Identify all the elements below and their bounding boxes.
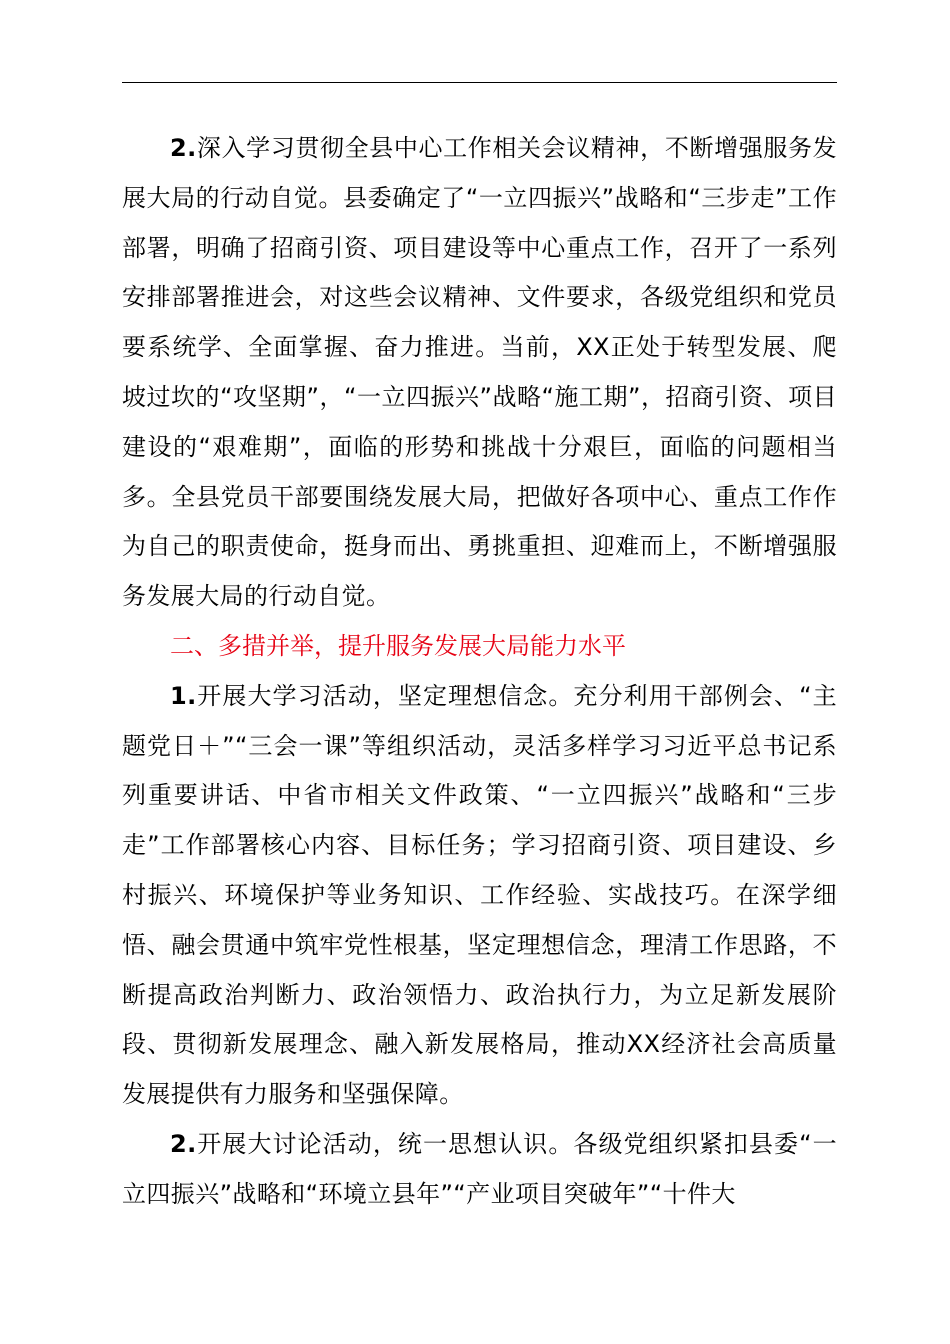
paragraph-item-2-study-meetings xyxy=(122,124,837,622)
paragraph-text: 开展大讨论活动，统一思想认识。各级党组织紧扣县委“一立四振兴”战略和“环境立县年”“产业项目突破年”“十件大 xyxy=(122,1129,837,1208)
item-number: 2. xyxy=(170,134,197,162)
document-body xyxy=(122,124,837,1220)
paragraph-text: 深入学习贯彻全县中心工作相关会议精神，不断增强服务发展大局的行动自觉。县委确定了“一立四振兴”战略和“三步走”工作部署，明确了招商引资、项目建设等中心重点工作，召开了一系列安排部署推进会，对这些会议精神、文件要求，各级党组织和党员要系统学、全面掌握、奋力推进。当前，XX正处于转型发展、爬坡过坎的“攻坚期”，“一立四振兴”战略“施工期”，招商引资、项目建设的“艰难期”，面临的形势和挑战十分艰巨，面临的问题相当多。全县党员干部要围绕发展大局，把做好各项中心、重点工作作为自己的职责使命，挺身而出、勇挑重担、迎难而上，不断增强服务发展大局的行动自觉。 xyxy=(122,134,837,611)
paragraph-text: 开展大学习活动，坚定理想信念。充分利用干部例会、“主题党日＋”“三会一课”等组织活动，灵活多样学习习近平总书记系列重要讲话、中省市相关文件政策、“一立四振兴”战略和“三步走”工作部署核心内容、目标任务；学习招商引资、项目建设、乡村振兴、环境保护等业务知识、工作经验、实战技巧。在深学细悟、融会贯通中筑牢党性根基，坚定理想信念，理清工作思路，不断提高政治判断力、政治领悟力、政治执行力，为立足新发展阶段、贯彻新发展理念、融入新发展格局，推动XX经济社会高质量发展提供有力服务和坚强保障。 xyxy=(122,681,837,1109)
paragraph-item-2-big-discussion xyxy=(122,1120,837,1220)
item-number: 1. xyxy=(170,681,197,710)
section-heading: 二、多措并举，提升服务发展大局能力水平 xyxy=(170,631,626,660)
item-number: 2. xyxy=(170,1129,197,1158)
header-rule xyxy=(122,82,837,83)
paragraph-item-1-big-study xyxy=(122,672,837,1120)
